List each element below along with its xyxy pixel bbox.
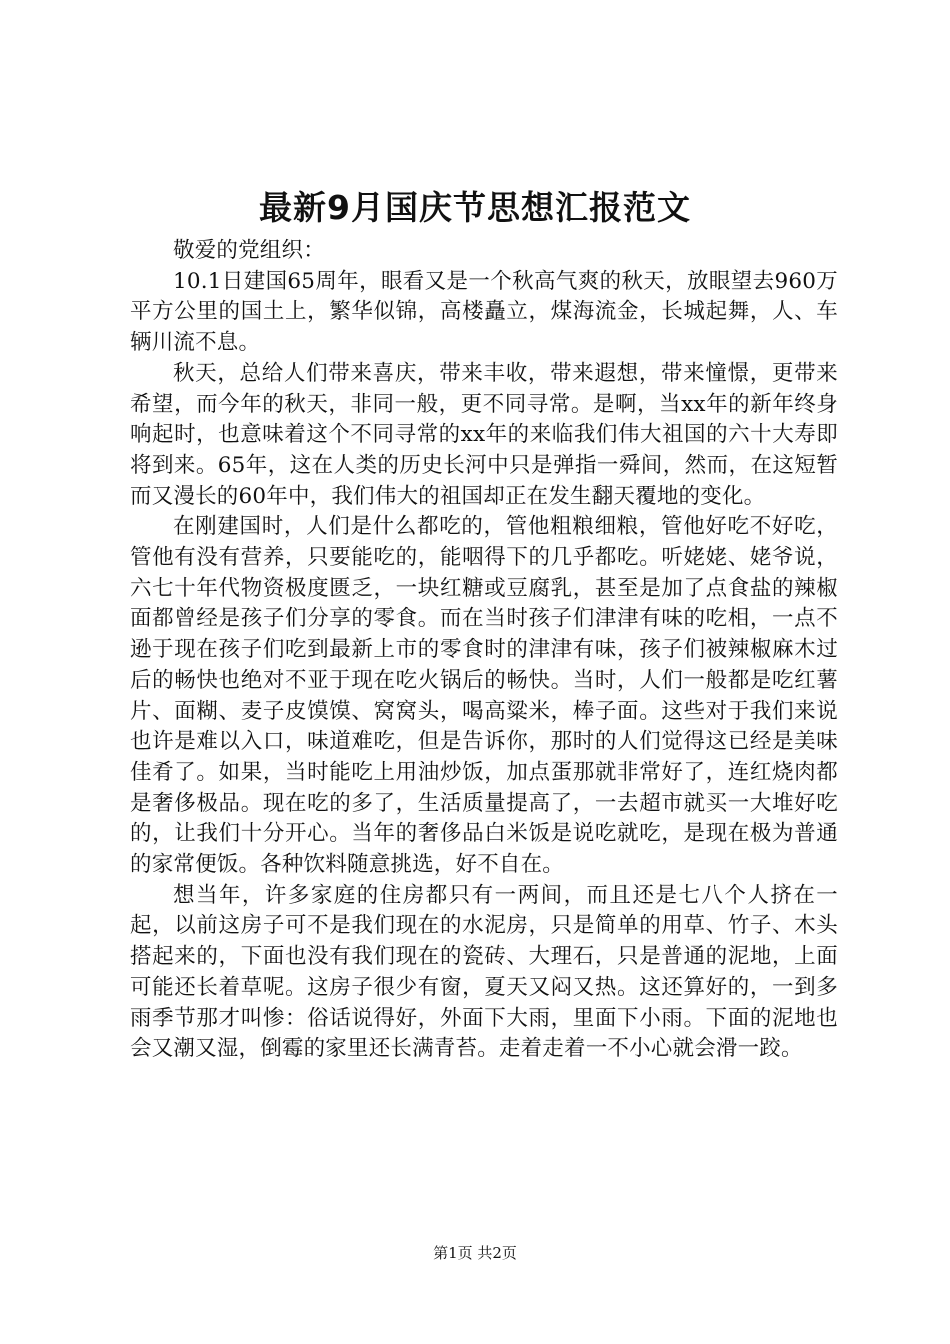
page-footer: 第1页 共2页 [433, 1244, 517, 1262]
paragraph: 10.1日建国65周年，眼看又是一个秋高气爽的秋天，放眼望去960万平方公里的国土上，繁华似锦，高楼矗立，煤海流金，长城起舞，人、车辆川流不息。 [130, 268, 838, 356]
paragraph: 想当年，许多家庭的住房都只有一两间，而且还是七八个人挤在一起，以前这房子可不是我们现在的水泥房，只是简单的用草、竹子、木头搭起来的，下面也没有我们现在的瓷砖、大理石，只是普通的泥地，上面可能还长着草呢。这房子很少有窗，夏天又闷又热。这还算好的，一到多雨季节那才叫惨：俗话说得好，外面下大雨，里面下小雨。下面的泥地也会又潮又湿，倒霉的家里还长满青苔。走着走着一不小心就会滑一跤。 [130, 882, 838, 1062]
document-body [130, 236, 838, 1065]
paragraph: 秋天，总给人们带来喜庆，带来丰收，带来遐想，带来憧憬，更带来希望，而今年的秋天，非同一般，更不同寻常。是啊，当xx年的新年终身响起时，也意味着这个不同寻常的xx年的来临我们伟大祖国的六十大寿即将到来。65年，这在人类的历史长河中只是弹指一舜间，然而，在这短暂而又漫长的60年中，我们伟大的祖国却正在发生翻天覆地的变化。 [130, 360, 838, 509]
document-title: 最新9月国庆节思想汇报范文 [259, 188, 691, 227]
paragraph: 在刚建国时，人们是什么都吃的，管他粗粮细粮，管他好吃不好吃，管他有没有营养，只要能吃的，能咽得下的几乎都吃。听姥姥、姥爷说，六七十年代物资极度匮乏，一块红糖或豆腐乳，甚至是加了点食盐的辣椒面都曾经是孩子们分享的零食。而在当时孩子们津津有味的吃相，一点不逊于现在孩子们吃到最新上市的零食时的津津有味，孩子们被辣椒麻木过后的畅快也绝对不亚于现在吃火锅后的畅快。当时，人们一般都是吃红薯片、面糊、麦子皮馍馍、窝窝头，喝高粱米，棒子面。这些对于我们来说也许是难以入口，味道难吃，但是告诉你，那时的人们觉得这已经是美味佳肴了。如果，当时能吃上用油炒饭，加点蛋那就非常好了，连红烧肉都是奢侈极品。现在吃的多了，生活质量提高了，一去超市就买一大堆好吃的，让我们十分开心。当年的奢侈品白米饭是说吃就吃，是现在极为普通的家常便饭。各种饮料随意挑选，好不自在。 [130, 514, 838, 878]
salutation: 敬爱的党组织： [173, 238, 325, 263]
